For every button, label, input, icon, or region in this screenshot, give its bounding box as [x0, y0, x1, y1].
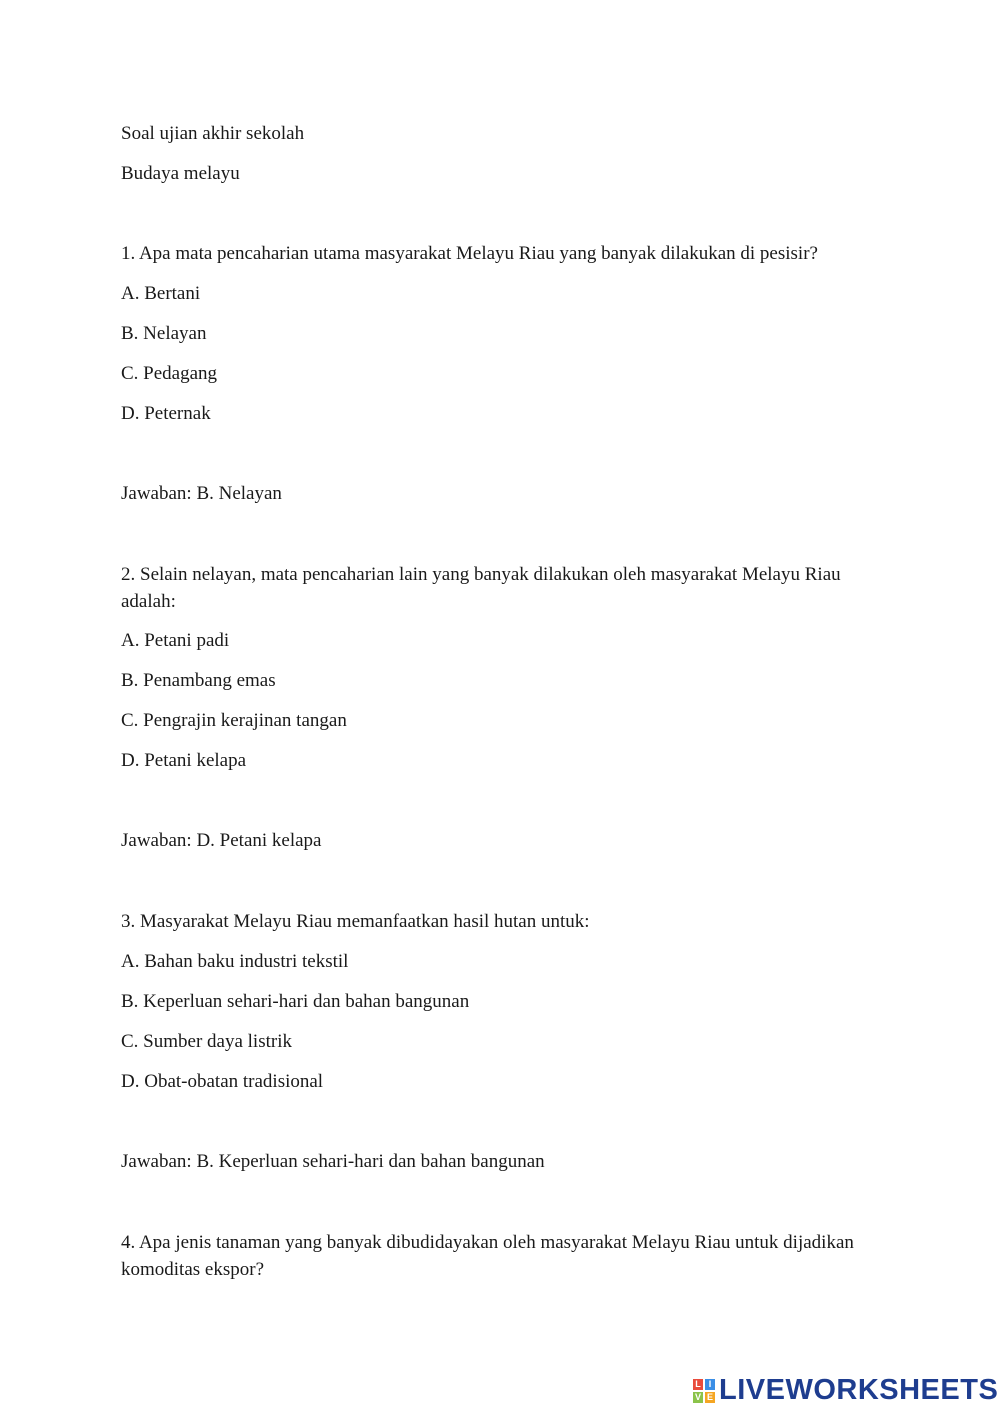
question-1-text: 1. Apa mata pencaharian utama masyarakat Melayu Riau yang banyak dilakukan di pesisir?: [121, 243, 818, 264]
question-1-option-c: C. Pedagang: [121, 363, 218, 384]
question-2-option-b: B. Penambang emas: [121, 670, 276, 691]
question-3-text: 3. Masyarakat Melayu Riau memanfaatkan hasil hutan untuk:: [121, 911, 590, 932]
question-2-text: 2. Selain nelayan, mata pencaharian lain yang banyak dilakukan oleh masyarakat Melayu Riau adalah:: [121, 564, 841, 612]
question-1-answer: Jawaban: B. Nelayan: [121, 483, 282, 504]
worksheet-subject: Budaya melayu: [121, 163, 240, 184]
question-1-option-b: B. Nelayan: [121, 323, 207, 344]
question-2-option-a: A. Petani padi: [121, 630, 230, 651]
question-4-text: 4. Apa jenis tanaman yang banyak dibudidayakan oleh masyarakat Melayu Riau untuk dijadikan komoditas ekspor?: [121, 1232, 854, 1280]
worksheet-title: Soal ujian akhir sekolah: [121, 123, 305, 144]
question-2-option-d: D. Petani kelapa: [121, 750, 247, 771]
question-3-option-a: A. Bahan baku industri tekstil: [121, 951, 349, 972]
liveworksheets-logo-text: LIVEWORKSHEETS: [719, 1374, 999, 1406]
logo-cell-l: L: [693, 1379, 703, 1390]
question-1-option-d: D. Peternak: [121, 403, 211, 424]
question-2-answer: Jawaban: D. Petani kelapa: [121, 830, 322, 851]
question-1-option-a: A. Bertani: [121, 283, 201, 304]
question-2-option-c: C. Pengrajin kerajinan tangan: [121, 710, 347, 731]
liveworksheets-logo[interactable]: [693, 1376, 998, 1405]
question-3-option-d: D. Obat-obatan tradisional: [121, 1071, 324, 1092]
liveworksheets-logo-icon: [693, 1379, 715, 1403]
question-3-option-b: B. Keperluan sehari-hari dan bahan bangunan: [121, 991, 470, 1012]
logo-cell-i: I: [705, 1379, 715, 1390]
question-3-answer: Jawaban: B. Keperluan sehari-hari dan bahan bangunan: [121, 1151, 545, 1172]
logo-cell-v: V: [694, 1391, 701, 1402]
logo-cell-e: E: [706, 1391, 713, 1402]
question-3-option-c: C. Sumber daya listrik: [121, 1031, 292, 1052]
